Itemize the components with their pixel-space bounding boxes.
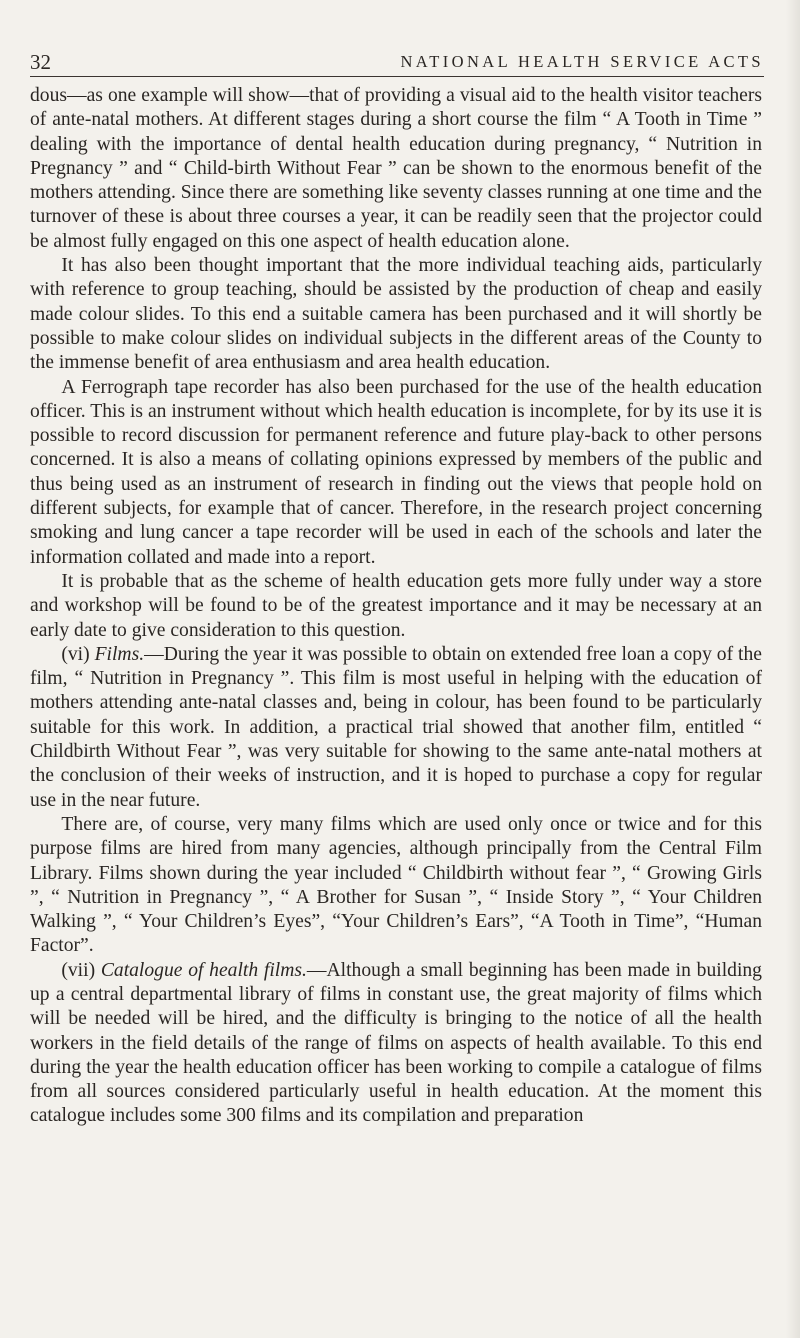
- section-catalogue-number: (vii): [61, 959, 96, 981]
- section-catalogue-title: Catalogue of health films.: [100, 959, 307, 981]
- page-number: 32: [30, 50, 51, 74]
- body-text: [30, 84, 762, 1129]
- section-films-title: Films.: [94, 643, 145, 665]
- page-header: [30, 50, 764, 77]
- paragraph-colour-slides: It has also been thought important that the more individual teaching aids, particularly with reference to group teaching, should be assisted by the production of cheap and easily made colour slides. To this end a suitable camera has been purchased and it will shortly be possible to make colour slides on individual subjects in the different areas of the County to the immense benefit of area enthusiasm and area health education.: [30, 255, 762, 374]
- paragraph-films-hired: There are, of course, very many films which are used only once or twice and for this purpose films are hired from many agencies, although principally from the Central Film Library. Films shown during the year included “ Childbirth without fear ”, “ Growing Girls ”, “ Nutrition in Pregnancy ”, “ A Brother for Susan ”, “ Inside Story ”, “ Your Children Walking ”, “ Your Children’s Eyes”, “Your Children’s Ears”, “A Tooth in Time”, “Human Factor”.: [30, 813, 762, 957]
- paragraph-continuation: dous—as one example will show—that of providing a visual aid to the health visitor teachers of ante-natal mothers. At different stages during a short course the film “ A Tooth in Time ” dealing with the importance of dental health education during pregnancy, “ Nutrition in Pregnancy ” and “ Child-birth Without Fear ” can be shown to the enormous benefit of the mothers attending. Since there are something like seventy classes running at one time and the turnover of these is about three courses a year, it can be readily seen that the projector could be almost fully engaged on this one aspect of health education alone.: [30, 85, 762, 252]
- paragraph-store-workshop: It is probable that as the scheme of health education gets more fully under way a store and workshop will be found to be of the greatest importance and it may be necessary at an early date to give consideration to this question.: [30, 570, 762, 641]
- section-films: [30, 643, 762, 813]
- section-films-text: —During the year it was possible to obtain on extended free loan a copy of the film, “ Nutrition in Pregnancy ”. This film is most useful in helping with the education of mothers attending ante-natal classes and, being in colour, has been found to be particularly suitable for this work. In addition, a practical trial showed that another film, entitled “ Childbirth Without Fear ”, was very suitable for showing to the same ante-natal mothers at the conclusion of their weeks of instruction, and it is hoped to purchase a copy for regular use in the near future.: [30, 643, 762, 811]
- page-edge-shadow: [786, 0, 800, 1338]
- paragraph-tape-recorder: A Ferrograph tape recorder has also been purchased for the use of the health education officer. This is an instrument without which health education is incomplete, for by its use it is possible to record discussion for permanent reference and future play-back to other persons concerned. It is also a means of collating opinions expressed by members of the public and thus being used as an instrument of research in finding out the views that people hold on different subjects, for example that of cancer. Therefore, in the research project concerning smoking and lung cancer a tape recorder will be used in each of the schools and later the information collated and made into a report.: [30, 376, 762, 568]
- section-films-number: (vi): [61, 643, 90, 665]
- section-catalogue: [30, 959, 762, 1129]
- section-catalogue-text: —Although a small beginning has been made in building up a central departmental library of films in constant use, the great majority of films which will be needed will be hired, and the difficulty is bringing to the notice of all the health workers in the field details of the range of films on aspects of health available. To this end during the year the health education officer has been working to compile a catalogue of films from all sources considered particularly useful in health education. At the moment this catalogue includes some 300 films and its compilation and preparation: [30, 959, 762, 1127]
- running-head: NATIONAL HEALTH SERVICE ACTS: [400, 52, 764, 71]
